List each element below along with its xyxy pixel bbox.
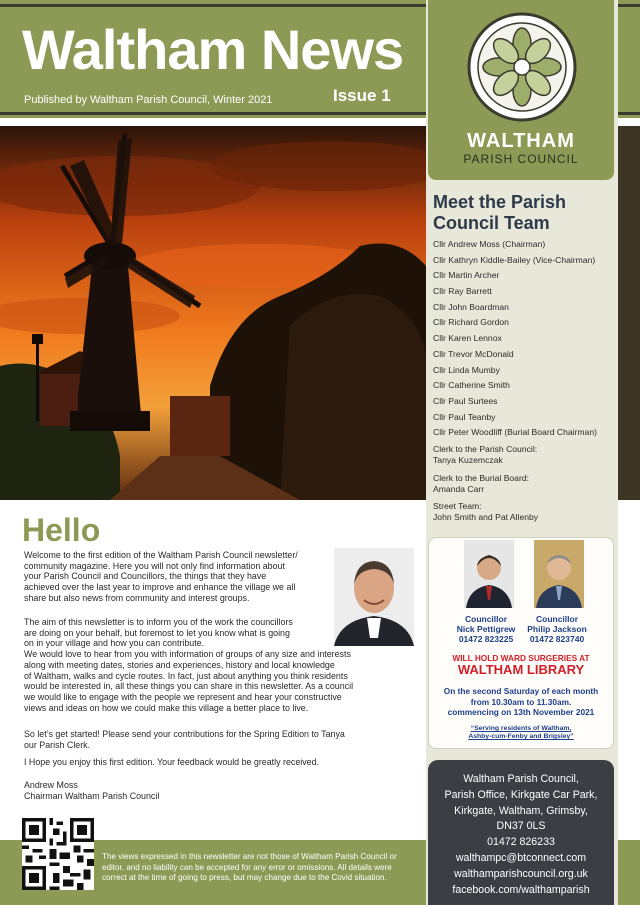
logo-subtitle: PARISH COUNCIL xyxy=(463,152,579,166)
photo-edge xyxy=(618,126,640,500)
list-item: Cllr Andrew Moss (Chairman) xyxy=(433,239,546,249)
list-item: Cllr Paul Teanby xyxy=(433,411,496,422)
list-item: Cllr Richard Gordon xyxy=(433,317,509,328)
logo-name: WALTHAM xyxy=(467,130,575,152)
contact-details: Waltham Parish Council, Parish Office, Kirkgate Car Park, Kirkgate, Waltham, Grimsby, DN37 0LS 01472 826233 walthampc@btconnect.com walthamparishcouncil.org.uk facebook.com/walthamparish xyxy=(428,772,614,898)
councillor-list xyxy=(433,238,617,442)
contact-website-link[interactable]: walthamparishcouncil.org.uk xyxy=(454,867,588,880)
article-paragraph-3: So let’s get started! Please send your contributions for the Spring Edition to Tanya our Parish Clerk. xyxy=(24,729,345,750)
serving-slogan: “Serving residents of Waltham, Ashby-cum-Fenby and Brigsley” xyxy=(468,725,574,740)
contact-phone[interactable]: 01472 826233 xyxy=(487,836,555,849)
article-heading: Hello xyxy=(22,512,101,548)
parish-clerk: Clerk to the Parish Council: Tanya Kuzemczak xyxy=(433,444,538,465)
article-signature: Andrew Moss Chairman Waltham Parish Council xyxy=(24,780,160,801)
list-item: Cllr Kathryn Kiddle-Bailey (Vice-Chairman) xyxy=(433,254,596,265)
councillor-jackson-label: Councillor Philip Jackson 01472 823740 xyxy=(527,614,587,644)
windmill-sunset-photo xyxy=(0,126,426,500)
surgery-notice: WILL HOLD WARD SURGERIES AT xyxy=(452,653,590,663)
list-item: Cllr Martin Archer xyxy=(433,270,500,281)
council-crest-icon xyxy=(467,12,577,122)
list-item: Cllr Catherine Smith xyxy=(433,380,510,391)
team-heading: Meet the Parish Council Team xyxy=(433,192,567,233)
burial-clerk: Clerk to the Burial Board: Amanda Carr xyxy=(433,473,530,494)
list-item: Cllr Karen Lennox xyxy=(433,333,502,344)
street-team: Street Team: John Smith and Pat Allenby xyxy=(433,501,539,522)
list-item: Cllr Trevor McDonald xyxy=(433,348,514,359)
newsletter-title: Waltham News xyxy=(22,18,404,81)
publication-line: Published by Waltham Parish Council, Winter 2021 xyxy=(24,94,273,106)
list-item: Cllr Paul Surtees xyxy=(433,395,498,406)
surgery-location: WALTHAM LIBRARY xyxy=(457,662,585,677)
list-item: Cllr Peter Woodliff (Burial Board Chairman) xyxy=(433,427,597,438)
article-paragraph-2: The aim of this newsletter is to inform you of the work the councillors are doing on your behalf, but foremost to let you know what is going on in your village and how you can contribute. We would love to hear from you with information of groups of any size and interests along with meeting dates, stories and experiences, history and local knowledge of Waltham, walks and cycle routes. In fact, just about anything you think residents would be interested in, all these things you can share in this newsletter. As a council we would like to engage with the people we represent and hear your constructive views and ideas on how we could make this village a better place to live. xyxy=(24,617,354,713)
article-paragraph-4: I Hope you enjoy this first edition. Your feedback would be greatly received. xyxy=(24,757,320,767)
list-item: Cllr John Boardman xyxy=(433,301,509,312)
surgery-schedule: On the second Saturday of each month from 10.30am to 11.30am. commencing on 13th November 2021 xyxy=(443,686,599,717)
qr-code-icon[interactable] xyxy=(22,818,94,890)
contact-email-link[interactable]: walthampc@btconnect.com xyxy=(455,851,587,864)
list-item: Cllr Linda Mumby xyxy=(433,364,500,375)
list-item: Cllr Ray Barrett xyxy=(433,286,492,297)
contact-facebook-link[interactable]: facebook.com/walthamparish xyxy=(452,883,590,896)
councillor-jackson-photo xyxy=(534,540,584,608)
issue-number: Issue 1 xyxy=(333,86,391,105)
article-paragraph-1: Welcome to the first edition of the Waltham Parish Council newsletter/ community magazine. Here you will not only find information about your Parish Council and Councillors, the things that they have achieved over the last year to improve and enhance the village we all share but also news from community and interest groups. xyxy=(24,550,298,603)
councillor-pettigrew-label: Councillor Nick Pettigrew 01472 823225 xyxy=(456,614,516,644)
councillor-pettigrew-photo xyxy=(464,540,514,608)
footer-disclaimer: The views expressed in this newsletter are not those of Waltham Parish Council or editor, and no liability can be accepted for any error or omissions. All details were correct at the time of going to press, but may change due to the Covid situation. xyxy=(102,852,397,882)
footer-band-edge xyxy=(618,840,640,905)
